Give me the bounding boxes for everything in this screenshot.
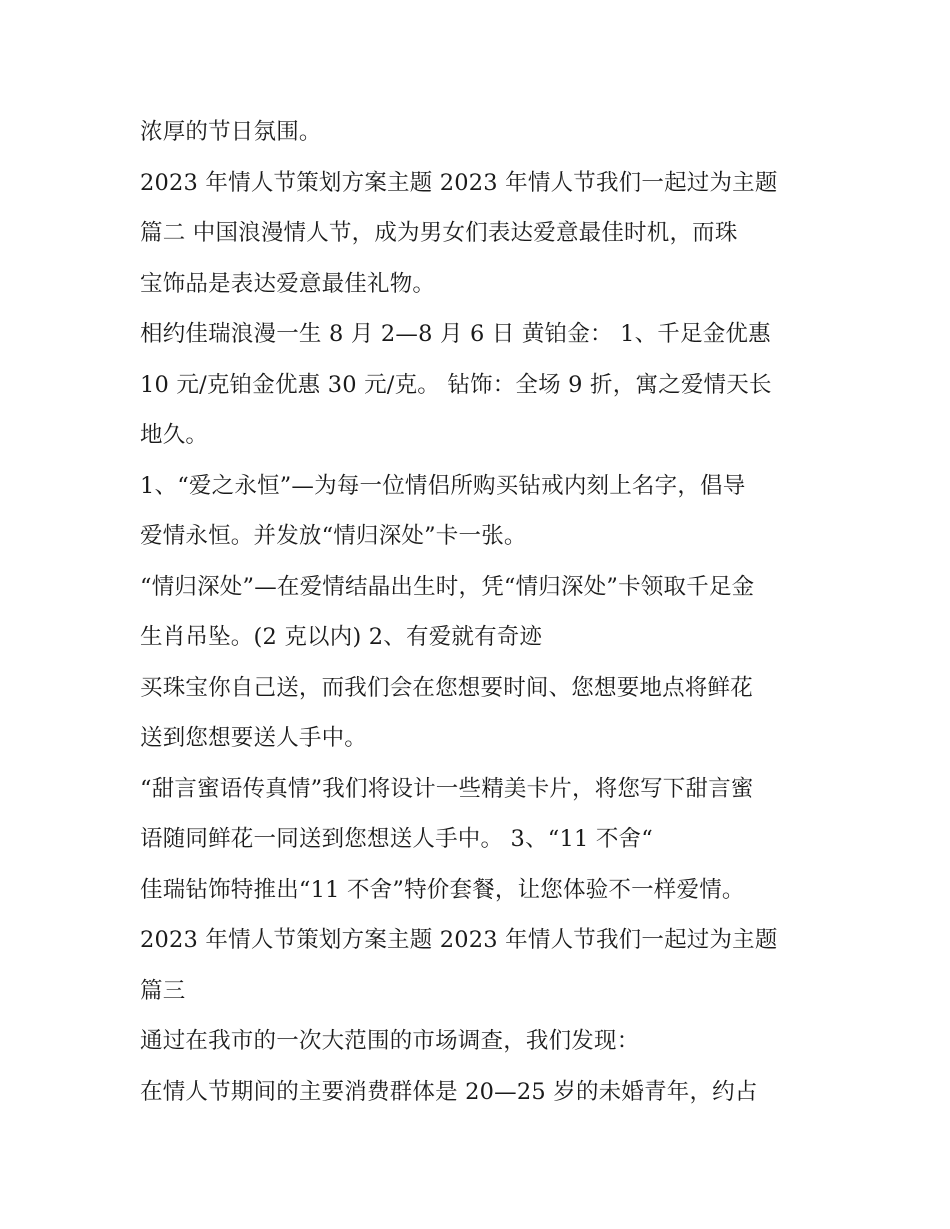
text-line: 生肖吊坠。(2 克以内) 2、有爱就有奇迹 <box>140 624 543 650</box>
text-line: “情归深处”—在爱情结晶出生时，凭“情归深处”卡领取千足金 <box>140 573 755 600</box>
text-line: 通过在我市的一次大范围的市场调查，我们发现： <box>140 1028 640 1054</box>
text-line: 2023 年情人节策划方案主题 2023 年情人节我们一起过为主题 <box>140 927 778 953</box>
text-line: 10 元/克铂金优惠 30 元/克。 钻饰：全场 9 折，寓之爱情天长 <box>140 371 772 398</box>
text-line: “甜言蜜语传真情”我们将设计一些精美卡片，将您写下甜言蜜 <box>140 775 754 802</box>
text-line: 篇三 <box>140 977 186 1004</box>
document-body <box>140 107 830 1117</box>
text-line: 浓厚的节日氛围。 <box>140 119 322 145</box>
text-line: 在情人节期间的主要消费群体是 20—25 岁的未婚青年，约占 <box>140 1078 758 1105</box>
text-line: 爱情永恒。并发放“情归深处”卡一张。 <box>140 523 527 549</box>
text-line: 语随同鲜花一同送到您想送人手中。 3、“11 不舍“ <box>140 826 653 852</box>
text-line: 买珠宝你自己送，而我们会在您想要时间、您想要地点将鲜花 <box>140 674 753 701</box>
text-line: 1、“爱之永恒”—为每一位情侣所购买钻戒内刻上名字，倡导 <box>140 472 746 499</box>
text-line: 2023 年情人节策划方案主题 2023 年情人节我们一起过为主题 <box>140 169 778 196</box>
text-line: 送到您想要送人手中。 <box>140 725 368 751</box>
text-line: 佳瑞钻饰特推出“11 不舍”特价套餐，让您体验不一样爱情。 <box>140 876 745 903</box>
text-line: 地久。 <box>140 422 209 448</box>
text-line: 篇二 中国浪漫情人节，成为男女们表达爱意最佳时机，而珠 <box>140 220 738 246</box>
text-line: 宝饰品是表达爱意最佳礼物。 <box>140 270 436 297</box>
text-line: 相约佳瑞浪漫一生 8 月 2—8 月 6 日 黄铂金： 1、千足金优惠 <box>140 321 771 347</box>
